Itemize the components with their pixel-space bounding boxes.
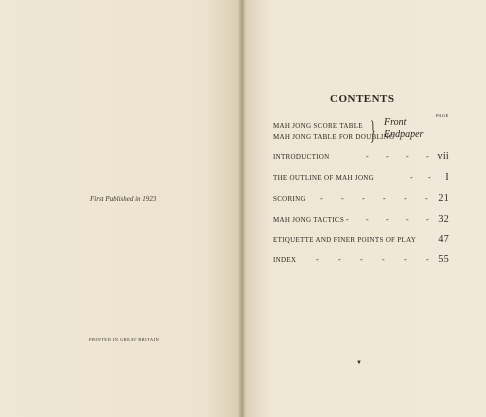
leader-dash: - <box>360 255 363 264</box>
toc-entry-page: 21 <box>438 193 449 204</box>
leader-dash: - <box>426 215 429 224</box>
left-page <box>0 0 241 417</box>
toc-entry-index <box>273 256 449 268</box>
endpaper-item-score-table: MAH JONG SCORE TABLE <box>273 122 363 130</box>
toc-entry-page: I <box>445 172 449 183</box>
leader-dash: - <box>426 255 429 264</box>
toc-entry-label: SCORING <box>273 195 306 203</box>
leader-dash: - <box>406 152 409 161</box>
leader-dash: - <box>320 194 323 203</box>
endpaper-label: Endpaper <box>384 129 424 140</box>
signature-mark: ▼ <box>356 360 362 366</box>
leader-dash: - <box>428 173 431 182</box>
endpaper-brace: } <box>370 116 376 145</box>
front-label: Front <box>384 117 407 128</box>
toc-entry-label: MAH JONG TACTICS <box>273 216 345 224</box>
leader-dash: - <box>341 194 344 203</box>
leader-dash: - <box>316 255 319 264</box>
toc-entry-page: 55 <box>438 254 449 265</box>
leader-dash: - <box>404 255 407 264</box>
leader-dash: - <box>406 215 409 224</box>
leader-dash: - <box>382 255 385 264</box>
leader-dash: - <box>338 255 341 264</box>
leader-dash: - <box>346 215 349 224</box>
toc-entry-label: ETIQUETTE AND FINER POINTS OF PLAY <box>273 236 417 244</box>
toc-entry-page: 47 <box>438 234 449 245</box>
contents-title: CONTENTS <box>330 93 395 105</box>
leader-dash: - <box>383 194 386 203</box>
toc-entry-page: 32 <box>438 214 449 225</box>
toc-entry-etiquette <box>273 236 449 248</box>
printed-in-note: PRINTED IN GREAT BRITAIN <box>89 337 160 342</box>
toc-entry-label: THE OUTLINE OF MAH JONG <box>273 174 375 182</box>
leader-dash: - <box>426 152 429 161</box>
leader-dash: - <box>386 152 389 161</box>
toc-entry-label: INTRODUCTION <box>273 153 330 161</box>
leader-dash: - <box>366 215 369 224</box>
first-published-note: First Published in 1923 <box>90 195 157 203</box>
toc-entry-label: INDEX <box>273 256 297 264</box>
leader-dash: - <box>366 152 369 161</box>
leader-dash: - <box>386 215 389 224</box>
right-page <box>247 0 486 417</box>
front-endpaper-label <box>384 117 423 141</box>
toc-entry-outline <box>273 174 449 186</box>
leader-dash: - <box>410 173 413 182</box>
leader-dash: - <box>425 194 428 203</box>
toc-entry-scoring <box>273 195 449 207</box>
leader-dash: - <box>362 194 365 203</box>
leader-dash: - <box>404 194 407 203</box>
page-column-header: PAGE <box>436 113 449 118</box>
toc-entry-page: vii <box>437 151 449 162</box>
toc-entry-introduction <box>273 153 449 165</box>
toc-entry-tactics <box>273 216 449 228</box>
endpaper-item-doubling-table: MAH JONG TABLE FOR DOUBLING <box>273 133 395 141</box>
